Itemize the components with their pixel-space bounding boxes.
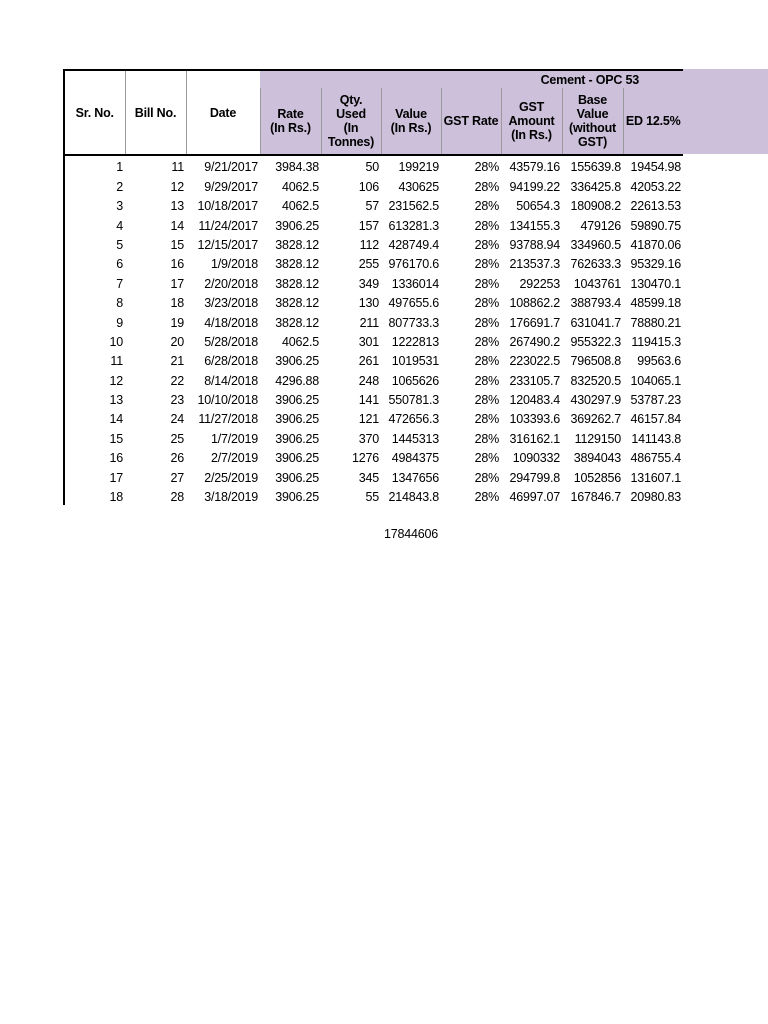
cell-ed: 22613.53 [630, 199, 681, 214]
table-row [64, 427, 683, 446]
cell-date: 6/28/2018 [204, 354, 258, 369]
header-bill-no: Bill No. [125, 70, 186, 155]
cell-rate: 3906.25 [275, 470, 319, 485]
cell-sr-no: 14 [64, 408, 125, 427]
cell-rate: 3828.12 [275, 296, 319, 311]
cell-qty: 55 [365, 490, 379, 505]
cell-qty: 141 [358, 393, 379, 408]
cell-base-value: 796508.8 [570, 354, 621, 369]
cell-rate: 4062.5 [281, 334, 319, 349]
header-rate: Rate (In Rs.) [260, 88, 321, 155]
header-date: Date [186, 70, 260, 155]
cell-qty: 157 [358, 218, 379, 233]
cell-date: 1/9/2018 [210, 257, 258, 272]
cell-sr-no: 13 [64, 389, 125, 408]
cement-bill-table [63, 69, 683, 505]
cell-gst-rate: 28% [474, 393, 499, 408]
cell-base-value: 3894043 [573, 451, 621, 466]
cell-rate: 4296.88 [275, 373, 319, 388]
cell-rate: 3984.38 [275, 160, 319, 175]
cell-bill-no: 22 [170, 373, 184, 388]
cell-bill-no: 14 [170, 218, 184, 233]
cell-rate: 3906.25 [275, 431, 319, 446]
cell-value: 199219 [398, 160, 439, 175]
cell-gst-rate: 28% [474, 373, 499, 388]
cell-value: 1445313 [391, 431, 439, 446]
cell-value: 428749.4 [388, 237, 439, 252]
cell-date: 11/27/2018 [198, 412, 258, 427]
cell-qty: 261 [358, 354, 379, 369]
cell-ed: 131607.1 [630, 470, 681, 485]
table-row [64, 369, 683, 388]
cell-ed: 141143.8 [631, 431, 681, 446]
cell-bill-no: 20 [170, 334, 184, 349]
cell-sr-no: 7 [64, 272, 125, 291]
cell-rate: 3906.25 [275, 218, 319, 233]
cell-gst-amount: 120483.4 [509, 393, 560, 408]
cell-ed: 53787.23 [630, 393, 681, 408]
cell-sr-no: 18 [64, 486, 125, 505]
cell-value: 472656.3 [388, 412, 439, 427]
header-gst-rate: GST Rate [441, 88, 501, 155]
cell-value: 807733.3 [388, 315, 439, 330]
cell-gst-rate: 28% [474, 218, 499, 233]
cell-qty: 211 [359, 315, 379, 330]
cell-gst-amount: 292253 [519, 276, 560, 291]
cell-bill-no: 21 [170, 354, 184, 369]
cell-ed: 41870.06 [630, 237, 681, 252]
cell-gst-amount: 50654.3 [516, 199, 560, 214]
table-row [64, 214, 683, 233]
cell-value: 1347656 [391, 470, 439, 485]
cell-base-value: 955322.3 [570, 334, 621, 349]
cell-ed: 95329.16 [630, 257, 681, 272]
cell-sr-no: 4 [64, 214, 125, 233]
cell-gst-amount: 46997.07 [509, 490, 560, 505]
table-row [64, 292, 683, 311]
cell-ed: 119415.3 [631, 334, 681, 349]
cell-qty: 121 [358, 412, 379, 427]
cell-qty: 248 [358, 373, 379, 388]
cell-rate: 3828.12 [275, 257, 319, 272]
cell-gst-amount: 294799.8 [509, 470, 560, 485]
cell-value: 430625 [398, 179, 439, 194]
header-sr-no: Sr. No. [64, 70, 125, 155]
table-row [64, 234, 683, 253]
cell-qty: 130 [358, 296, 379, 311]
cell-value: 231562.5 [388, 199, 439, 214]
cell-gst-rate: 28% [474, 315, 499, 330]
cell-bill-no: 15 [170, 237, 184, 252]
cell-sr-no: 11 [64, 350, 125, 369]
cell-ed: 59890.75 [630, 218, 681, 233]
cell-base-value: 430297.9 [570, 393, 621, 408]
cell-gst-rate: 28% [474, 334, 499, 349]
cell-ed: 20980.83 [630, 490, 681, 505]
cell-gst-amount: 233105.7 [509, 373, 560, 388]
cell-ed: 19454.98 [630, 160, 681, 175]
cell-base-value: 479126 [580, 218, 621, 233]
cell-bill-no: 18 [170, 296, 184, 311]
cell-date: 2/20/2018 [204, 276, 258, 291]
cell-rate: 3828.12 [275, 276, 319, 291]
group-title: Cement - OPC 53 [260, 70, 683, 88]
header-ed: ED 12.5% [623, 88, 683, 155]
cell-value: 1222813 [391, 334, 439, 349]
cell-gst-amount: 176691.7 [509, 315, 560, 330]
cell-bill-no: 17 [170, 276, 184, 291]
cell-gst-rate: 28% [474, 237, 499, 252]
header-qty-used: Qty. Used (In Tonnes) [321, 88, 381, 155]
cell-value: 214843.8 [388, 490, 439, 505]
cell-qty: 112 [359, 237, 379, 252]
cell-rate: 4062.5 [281, 179, 319, 194]
header-fill-extension [680, 69, 768, 154]
cell-qty: 370 [358, 431, 379, 446]
table-row [64, 311, 683, 330]
table-row [64, 331, 683, 350]
cell-gst-rate: 28% [474, 470, 499, 485]
cell-gst-amount: 94199.22 [509, 179, 560, 194]
cell-sr-no: 15 [64, 427, 125, 446]
table-row [64, 389, 683, 408]
cell-base-value: 155639.8 [570, 160, 621, 175]
cell-base-value: 762633.3 [570, 257, 621, 272]
cell-ed: 99563.6 [637, 354, 681, 369]
cell-rate: 3906.25 [275, 393, 319, 408]
cell-qty: 50 [365, 160, 379, 175]
cell-gst-rate: 28% [474, 160, 499, 175]
cell-bill-no: 16 [170, 257, 184, 272]
cell-sr-no: 6 [64, 253, 125, 272]
cell-value: 1019531 [391, 354, 439, 369]
cell-date: 2/7/2019 [210, 451, 258, 466]
cell-date: 11/24/2017 [198, 218, 258, 233]
cell-gst-rate: 28% [474, 412, 499, 427]
cell-sr-no: 10 [64, 331, 125, 350]
cell-value: 976170.6 [388, 257, 439, 272]
cell-sr-no: 8 [64, 292, 125, 311]
cell-gst-rate: 28% [474, 179, 499, 194]
table-row [64, 447, 683, 466]
cell-gst-amount: 223022.5 [509, 354, 560, 369]
cell-sr-no: 16 [64, 447, 125, 466]
cell-qty: 301 [358, 334, 379, 349]
table-row [64, 486, 683, 505]
cell-rate: 3906.25 [275, 412, 319, 427]
cell-date: 3/23/2018 [204, 296, 258, 311]
cell-qty: 106 [358, 179, 379, 194]
cell-bill-no: 13 [170, 199, 184, 214]
cell-base-value: 334960.5 [570, 237, 621, 252]
cell-gst-amount: 134155.3 [509, 218, 560, 233]
cell-gst-rate: 28% [474, 431, 499, 446]
cell-value: 550781.3 [388, 393, 439, 408]
cell-qty: 1276 [351, 451, 379, 466]
cell-date: 10/10/2018 [197, 393, 258, 408]
cell-sr-no: 3 [64, 195, 125, 214]
cell-bill-no: 23 [170, 393, 184, 408]
cell-sr-no: 2 [64, 175, 125, 194]
cell-bill-no: 25 [170, 431, 184, 446]
table-row [64, 408, 683, 427]
cell-sr-no: 5 [64, 234, 125, 253]
cell-bill-no: 28 [170, 490, 184, 505]
cell-date: 4/18/2018 [204, 315, 258, 330]
cell-date: 9/29/2017 [204, 179, 258, 194]
cell-rate: 3906.25 [275, 451, 319, 466]
cell-value: 497655.6 [388, 296, 439, 311]
cell-rate: 3828.12 [275, 315, 319, 330]
cell-value: 4984375 [391, 451, 439, 466]
header-base-value: Base Value (without GST) [562, 88, 623, 155]
table-row [64, 466, 683, 485]
total-value: 17844606 [383, 527, 438, 541]
cell-value: 1336014 [391, 276, 439, 291]
cell-rate: 3828.12 [275, 237, 319, 252]
table-row [64, 350, 683, 369]
cell-base-value: 167846.7 [570, 490, 621, 505]
cell-ed: 130470.1 [630, 276, 681, 291]
table-row [64, 272, 683, 291]
cell-qty: 255 [358, 257, 379, 272]
cell-qty: 345 [358, 470, 379, 485]
cell-qty: 349 [358, 276, 379, 291]
cell-date: 2/25/2019 [204, 470, 258, 485]
cell-base-value: 631041.7 [570, 315, 621, 330]
cell-bill-no: 19 [170, 315, 184, 330]
table-row [64, 155, 683, 175]
cell-ed: 486755.4 [630, 451, 681, 466]
cell-gst-amount: 93788.94 [509, 237, 560, 252]
table-row [64, 195, 683, 214]
cell-gst-amount: 316162.1 [509, 431, 560, 446]
cell-bill-no: 24 [170, 412, 184, 427]
header-gst-amount: GST Amount (In Rs.) [501, 88, 562, 155]
cell-ed: 46157.84 [630, 412, 681, 427]
cell-base-value: 369262.7 [570, 412, 621, 427]
cell-gst-amount: 43579.16 [509, 160, 560, 175]
cell-rate: 3906.25 [275, 354, 319, 369]
cell-date: 3/18/2019 [204, 490, 258, 505]
cell-gst-rate: 28% [474, 199, 499, 214]
cell-bill-no: 26 [170, 451, 184, 466]
cell-gst-rate: 28% [474, 257, 499, 272]
cell-rate: 4062.5 [281, 199, 319, 214]
cell-base-value: 1043761 [573, 276, 621, 291]
table-row [64, 175, 683, 194]
cell-base-value: 832520.5 [570, 373, 621, 388]
header-value: Value (In Rs.) [381, 88, 441, 155]
cell-gst-rate: 28% [474, 451, 499, 466]
cell-date: 12/15/2017 [197, 237, 258, 252]
cell-sr-no: 17 [64, 466, 125, 485]
cell-ed: 48599.18 [630, 296, 681, 311]
cell-base-value: 388793.4 [570, 296, 621, 311]
cell-value: 613281.3 [388, 218, 439, 233]
cell-bill-no: 11 [171, 160, 184, 175]
cell-bill-no: 12 [170, 179, 184, 194]
cell-gst-rate: 28% [474, 490, 499, 505]
table-row [64, 253, 683, 272]
cell-sr-no: 1 [64, 155, 125, 175]
cell-gst-rate: 28% [474, 296, 499, 311]
cell-gst-amount: 103393.6 [509, 412, 560, 427]
cell-value: 1065626 [391, 373, 439, 388]
cell-base-value: 1052856 [573, 470, 621, 485]
cell-base-value: 180908.2 [570, 199, 621, 214]
cell-date: 9/21/2017 [204, 160, 258, 175]
cell-base-value: 1129150 [574, 431, 621, 446]
cell-sr-no: 9 [64, 311, 125, 330]
cell-date: 8/14/2018 [204, 373, 258, 388]
cell-gst-amount: 267490.2 [509, 334, 560, 349]
cell-gst-rate: 28% [474, 276, 499, 291]
cell-sr-no: 12 [64, 369, 125, 388]
cell-bill-no: 27 [170, 470, 184, 485]
cell-gst-amount: 1090332 [512, 451, 560, 466]
cell-ed: 42053.22 [630, 179, 681, 194]
cell-qty: 57 [365, 199, 379, 214]
cell-date: 10/18/2017 [197, 199, 258, 214]
cell-gst-amount: 213537.3 [509, 257, 560, 272]
cell-rate: 3906.25 [275, 490, 319, 505]
cell-ed: 78880.21 [630, 315, 681, 330]
cell-gst-amount: 108862.2 [509, 296, 560, 311]
cell-date: 5/28/2018 [204, 334, 258, 349]
cell-date: 1/7/2019 [210, 431, 258, 446]
cell-ed: 104065.1 [630, 373, 681, 388]
cell-base-value: 336425.8 [570, 179, 621, 194]
cell-gst-rate: 28% [474, 354, 499, 369]
